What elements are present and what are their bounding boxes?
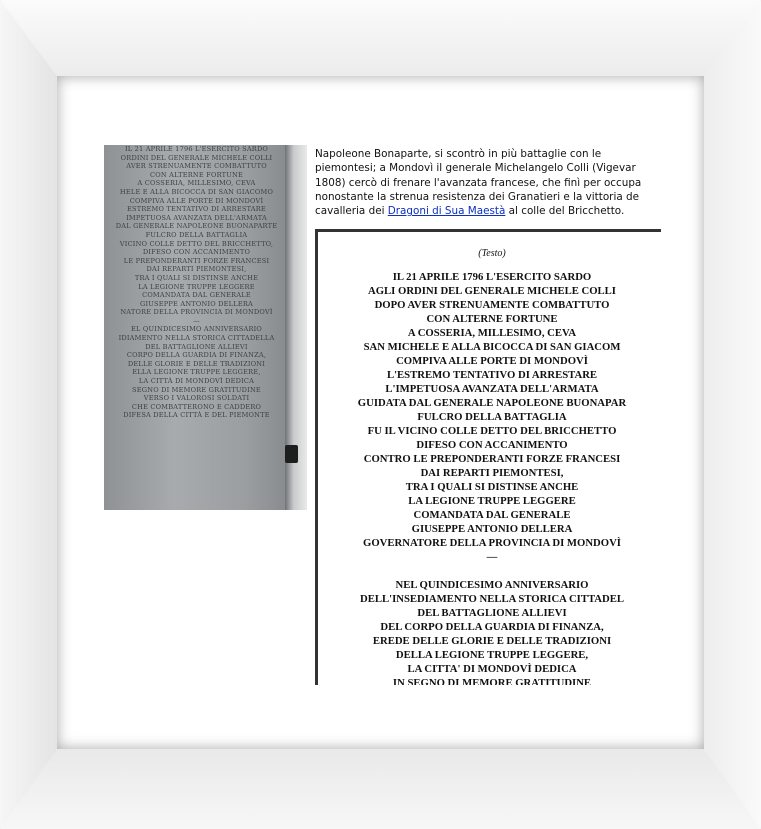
inscription-line: CON ALTERNE FORTUNE: [426, 313, 558, 325]
plaque-line: IMPETUOSA AVANZATA DELL'ARMATA: [126, 213, 267, 222]
plaque-line: ORDINI DEL GENERALE MICHELE COLLI: [120, 153, 273, 162]
plaque-line: DEL BATTAGLIONE ALLIEVI: [145, 342, 248, 351]
intro-line: nonostante la strenua resistenza dei Granatieri e la vittoria de: [315, 190, 639, 203]
plaque-line: CORPO DELLA GUARDIA DI FINANZA,: [126, 351, 267, 360]
plaque-line: TRA I QUALI SI DISTINSE ANCHE: [134, 273, 259, 282]
inscription-line: L'IMPETUOSA AVANZATA DELL'ARMATA: [385, 383, 599, 395]
frame-right-bevel: [704, 0, 761, 829]
plaque-line: AVER STRENUAMENTE COMBATTUTO: [126, 162, 267, 171]
inscription-quote-box: [315, 229, 661, 685]
plaque-line: VICINO COLLE DETTO DEL BRICCHETTO,: [119, 239, 274, 248]
plaque-line: COMANDATA DAL GENERALE: [142, 291, 251, 300]
inscription-line: DELLA LEGIONE TRUPPE LEGGERE,: [395, 649, 589, 661]
plaque-line: LE PREPONDERANTI FORZE FRANCESI: [123, 256, 270, 265]
plaque-line: ELLA LEGIONE TRUPPE LEGGERE,: [132, 368, 261, 377]
inscription-line: FULCRO DELLA BATTAGLIA: [417, 411, 567, 423]
plaque-line: CHE COMBATTERONO E CADDERO: [131, 402, 262, 411]
inscription-line: GIUSEPPE ANTONIO DELLERA: [411, 523, 573, 535]
inscription-line: CONTRO LE PREPONDERANTI FORZE FRANCESI: [363, 453, 621, 465]
plaque-line: VERSO I VALOROSI SOLDATI: [143, 394, 250, 403]
inscription-line: COMANDATA DAL GENERALE: [413, 509, 571, 521]
plaque-line: DIFESA DELLA CITTÀ E DEL PIEMONTE: [123, 411, 270, 420]
intro-line: 1808) cercò di frenare l'avanzata francese, che finì per occupa: [315, 176, 642, 189]
plaque-line: COMPIVA ALLE PORTE DI MONDOVÌ: [129, 196, 264, 205]
plaque-line: —: [193, 316, 200, 325]
inscription-line: DOPO AVER STRENUAMENTE COMBATTUTO: [374, 299, 610, 311]
inscription-line: EREDE DELLE GLORIE E DELLE TRADIZIONI: [372, 635, 612, 647]
inscription-line: DIFESO CON ACCANIMENTO: [416, 439, 568, 451]
inscription-line: L'ESTREMO TENTATIVO DI ARRESTARE: [386, 369, 598, 381]
intro-last-line: cavalleria dei Dragoni di Sua Maestà al colle del Bricchetto.: [315, 205, 625, 218]
plaque-line: SEGNO DI MEMORE GRATITUDINE: [132, 385, 261, 394]
plaque-bracket: [285, 445, 298, 463]
dragoni-link[interactable]: Dragoni di Sua Maestà: [387, 205, 506, 218]
inscription-line: DELL'INSEDIAMENTO NELLA STORICA CITTADEL: [360, 593, 624, 605]
inscription-line: NEL QUINDICESIMO ANNIVERSARIO: [395, 579, 589, 591]
plaque-line: DELLE GLORIE E DELLE TRADIZIONI: [127, 359, 266, 368]
intro-line: Napoleone Bonaparte, si scontrò in più battaglie con le: [315, 148, 602, 160]
inscription-separator: —: [486, 551, 498, 563]
inscription-line: IN SEGNO DI MEMORE GRATITUDINE: [392, 677, 592, 685]
inscription-line: COMPIVA ALLE PORTE DI MONDOVÌ: [396, 355, 588, 367]
plaque-photo[interactable]: [104, 145, 307, 510]
inscription-block-1: [318, 270, 661, 550]
inscription-line: DAI REPARTI PIEMONTESI,: [420, 467, 564, 479]
frame-left-bevel: [0, 0, 57, 829]
plaque-line: IDIAMENTO NELLA STORICA CITTADELLA: [118, 334, 275, 343]
inscription-line: SAN MICHELE E ALLA BICOCCA DI SAN GIACOM: [363, 341, 621, 353]
intro-line: piemontesi; a Mondovì il generale Michelangelo Colli (Vigevar: [315, 162, 636, 175]
frame-top-bevel: [0, 0, 761, 76]
plaque-line: IL 21 APRILE 1796 L'ESERCITO SARDO: [124, 145, 269, 153]
inscription-line: DEL CORPO DELLA GUARDIA DI FINANZA,: [380, 621, 604, 633]
inscription-block-2: [318, 578, 661, 685]
plaque-line: ESTREMO TENTATIVO DI ARRESTARE: [127, 205, 266, 214]
plaque-line: EL QUINDICESIMO ANNIVERSARIO: [130, 325, 263, 334]
inscription-line: AGLI ORDINI DEL GENERALE MICHELE COLLI: [368, 285, 616, 297]
plaque-line: NATORE DELLA PROVINCIA DI MONDOVÌ: [120, 308, 273, 317]
article-intro-text: [315, 147, 661, 218]
frame-bottom-bevel: [0, 749, 761, 829]
inscription-line: GOVERNATORE DELLA PROVINCIA DI MONDOVÌ: [363, 537, 621, 549]
quote-label: (Testo): [478, 248, 506, 259]
plaque-line: LA LEGIONE TRUPPE LEGGERE: [138, 282, 255, 291]
inscription-line: GUIDATA DAL GENERALE NAPOLEONE BUONAPAR: [357, 397, 627, 409]
plaque-line: FULCRO DELLA BATTAGLIA: [145, 230, 248, 239]
webpage-viewport[interactable]: [104, 145, 661, 685]
plaque-line: DAL GENERALE NAPOLEONE BUONAPARTE: [115, 222, 278, 231]
plaque-line: GIUSEPPE ANTONIO DELLERA: [140, 299, 253, 308]
inscription-line: LA LEGIONE TRUPPE LEGGERE: [408, 495, 576, 507]
inscription-line: IL 21 APRILE 1796 L'ESERCITO SARDO: [392, 271, 592, 283]
plaque-line: A COSSERIA, MILLESIMO, CEVA: [137, 179, 256, 188]
plaque-line: DAI REPARTI PIEMONTESI,: [146, 265, 247, 274]
plaque-line: HELE E ALLA BICOCCA DI SAN GIACOMO: [119, 187, 274, 196]
inscription-line: A COSSERIA, MILLESIMO, CEVA: [407, 327, 577, 339]
inscription-line: TRA I QUALI SI DISTINSE ANCHE: [405, 481, 579, 493]
inscription-line: DEL BATTAGLIONE ALLIEVI: [417, 607, 567, 619]
plaque-engraved-text: [104, 145, 289, 420]
inscription-line: LA CITTA' DI MONDOVÌ DEDICA: [407, 663, 577, 675]
plaque-line: DIFESO CON ACCANIMENTO: [142, 248, 251, 257]
plaque-line: CON ALTERNE FORTUNE: [150, 170, 243, 179]
inscription-line: FU IL VICINO COLLE DETTO DEL BRICCHETTO: [367, 425, 617, 437]
plaque-line: LA CITTÀ DI MONDOVÌ DEDICA: [138, 377, 255, 386]
